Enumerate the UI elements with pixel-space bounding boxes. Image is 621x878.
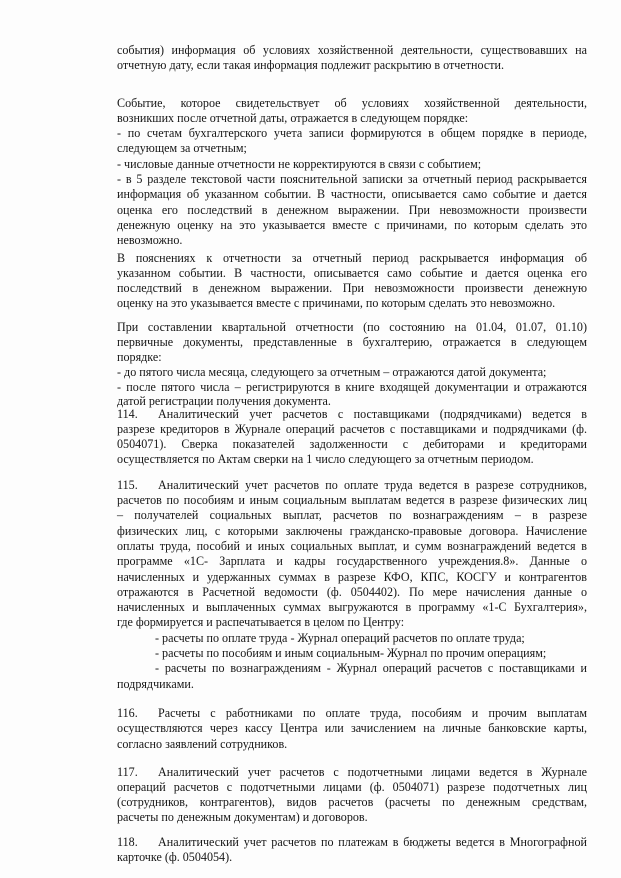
event-para-line: - числовые данные отчетности не корректируются в связи с событием;	[117, 157, 482, 171]
item-sub-line: - расчеты по вознаграждениям - Журнал операций расчетов с поставщиками и	[155, 661, 587, 675]
event-para-line: информация об указанном событии. В частности, описывается само событие и дается	[117, 187, 587, 201]
item-line: начисленных и выплаченных суммах выгружаются в программу «1-С Бухгалтерия»,	[117, 600, 587, 614]
item-line: карточке (ф. 0504054).	[117, 850, 233, 864]
item-line: оплаты труда, пособий и иных социальных выплат, и сумм вознаграждений ведется в	[117, 539, 587, 553]
explanations-para-line: оценку на это указывается вместе с причинами, по которым сделать это невозможно.	[117, 296, 556, 310]
item-line: операций расчетов с подотчетными лицами (ф. 0504071) разрезе подотчетных лиц	[117, 780, 587, 794]
item-number: 116.	[117, 706, 138, 720]
intro-line: отчетную дату, если такая информация подлежит раскрытию в отчетности.	[117, 58, 504, 72]
item-line: Расчеты с работниками по оплате труда, пособиям и прочим выплатам	[158, 706, 587, 720]
item-number: 115.	[117, 478, 138, 492]
item-line: – получателей социальных выплат, расчетов по вознаграждениям – в разрезе	[117, 508, 587, 522]
quarterly-para-line: При составлении квартальной отчетности (по состоянию на 01.04, 01.07, 01.10)	[117, 320, 587, 334]
quarterly-para-line: порядке:	[117, 350, 162, 364]
item-line: Аналитический учет расчетов с поставщиками (подрядчиками) ведется в	[158, 407, 587, 421]
item-line: программе «1С- Зарплата и кадры государственного учреждения.8». Данные о	[117, 554, 587, 568]
event-para-line: следующем за отчетным;	[117, 141, 247, 155]
item-line: осуществляются через кассу Центра или зачислением на личные банковские карты,	[117, 721, 587, 735]
item-line: Аналитический учет расчетов по оплате труда ведется в разрезе сотрудников,	[158, 478, 587, 492]
event-para-line: возникших после отчетной даты, отражается в следующем порядке:	[117, 111, 469, 125]
explanations-para-line: последствий в денежном выражении. При невозможности произвести денежную	[117, 281, 587, 295]
item-line: расчетов по пособиям и иным социальным выплатам ведется в разрезе физических лиц	[117, 493, 587, 507]
event-para-line: денежную оценку на это указывается вместе с причинами, по которым сделать это	[117, 218, 587, 232]
item-sub-line: - расчеты по пособиям и иным социальным- Журнал по прочим операциям;	[155, 646, 547, 660]
item-line: где формируется и распечатывается в целом по Центру:	[117, 615, 405, 629]
quarterly-para-line: первичные документы, представленные в бухгалтерию, отражается в следующем	[117, 335, 587, 349]
item-line: расчеты по денежным документам) и договоров.	[117, 810, 368, 824]
item-line: согласно заявлений сотрудников.	[117, 737, 288, 751]
item-line: физических лиц, с которыми заключены гражданско-правовые договора. Начисление	[117, 524, 587, 538]
event-para-line: - в 5 разделе текстовой части пояснительной записки за отчетный период раскрывается	[117, 172, 587, 186]
explanations-para-line: указанном событии. В частности, описывается само событие и дается оценка его	[117, 266, 587, 280]
item-tail-line: подрядчиками.	[117, 677, 194, 691]
item-line: начисленных и удержанных суммах в разрезе КФО, КПС, КОСГУ и контрагентов	[117, 570, 587, 584]
event-para-line: - по счетам бухгалтерского учета записи формируются в общем порядке в периоде,	[117, 126, 587, 140]
event-para-line: оценка его последствий в денежном выражении. При невозможности произвести	[117, 203, 587, 217]
event-para-line: Событие, которое свидетельствует об условиях хозяйственной деятельности,	[117, 96, 587, 110]
intro-line: события) информация об условиях хозяйственной деятельности, существовавших на	[117, 43, 587, 57]
item-number: 118.	[117, 835, 138, 849]
item-number: 114.	[117, 407, 138, 421]
item-line: 0504071). Сверка показателей задолженности с дебиторами и кредиторами	[117, 437, 587, 451]
item-line: (сотрудников, контрагентов), видов расчетов (расчеты по денежным средствам,	[117, 795, 587, 809]
quarterly-para-line: - до пятого числа месяца, следующего за отчетным – отражаются датой документа;	[117, 365, 547, 379]
item-sub-line: - расчеты по оплате труда - Журнал операций расчетов по оплате труда;	[155, 631, 525, 645]
item-line: отражаются в Расчетной ведомости (ф. 0504402). По мере начисления данные о	[117, 585, 587, 599]
quarterly-para-line: датой регистрации получения документа.	[117, 394, 331, 408]
item-line: разрезе кредиторов в Журнале операций расчетов с поставщиками и подрядчиками (ф.	[117, 422, 587, 436]
item-line: осуществляется по Актам сверки на 1 число следующего за отчетным периодом.	[117, 452, 534, 466]
item-number: 117.	[117, 765, 138, 779]
item-line: Аналитический учет расчетов с подотчетными лицами ведется в Журнале	[158, 765, 587, 779]
quarterly-para-line: - после пятого числа – регистрируются в книге входящей документации и отражаются	[117, 380, 587, 394]
explanations-para-line: В пояснениях к отчетности за отчетный период раскрывается информация об	[117, 251, 587, 265]
event-para-line: невозможно.	[117, 233, 183, 247]
item-line: Аналитический учет расчетов по платежам в бюджеты ведется в Многографной	[158, 835, 587, 849]
